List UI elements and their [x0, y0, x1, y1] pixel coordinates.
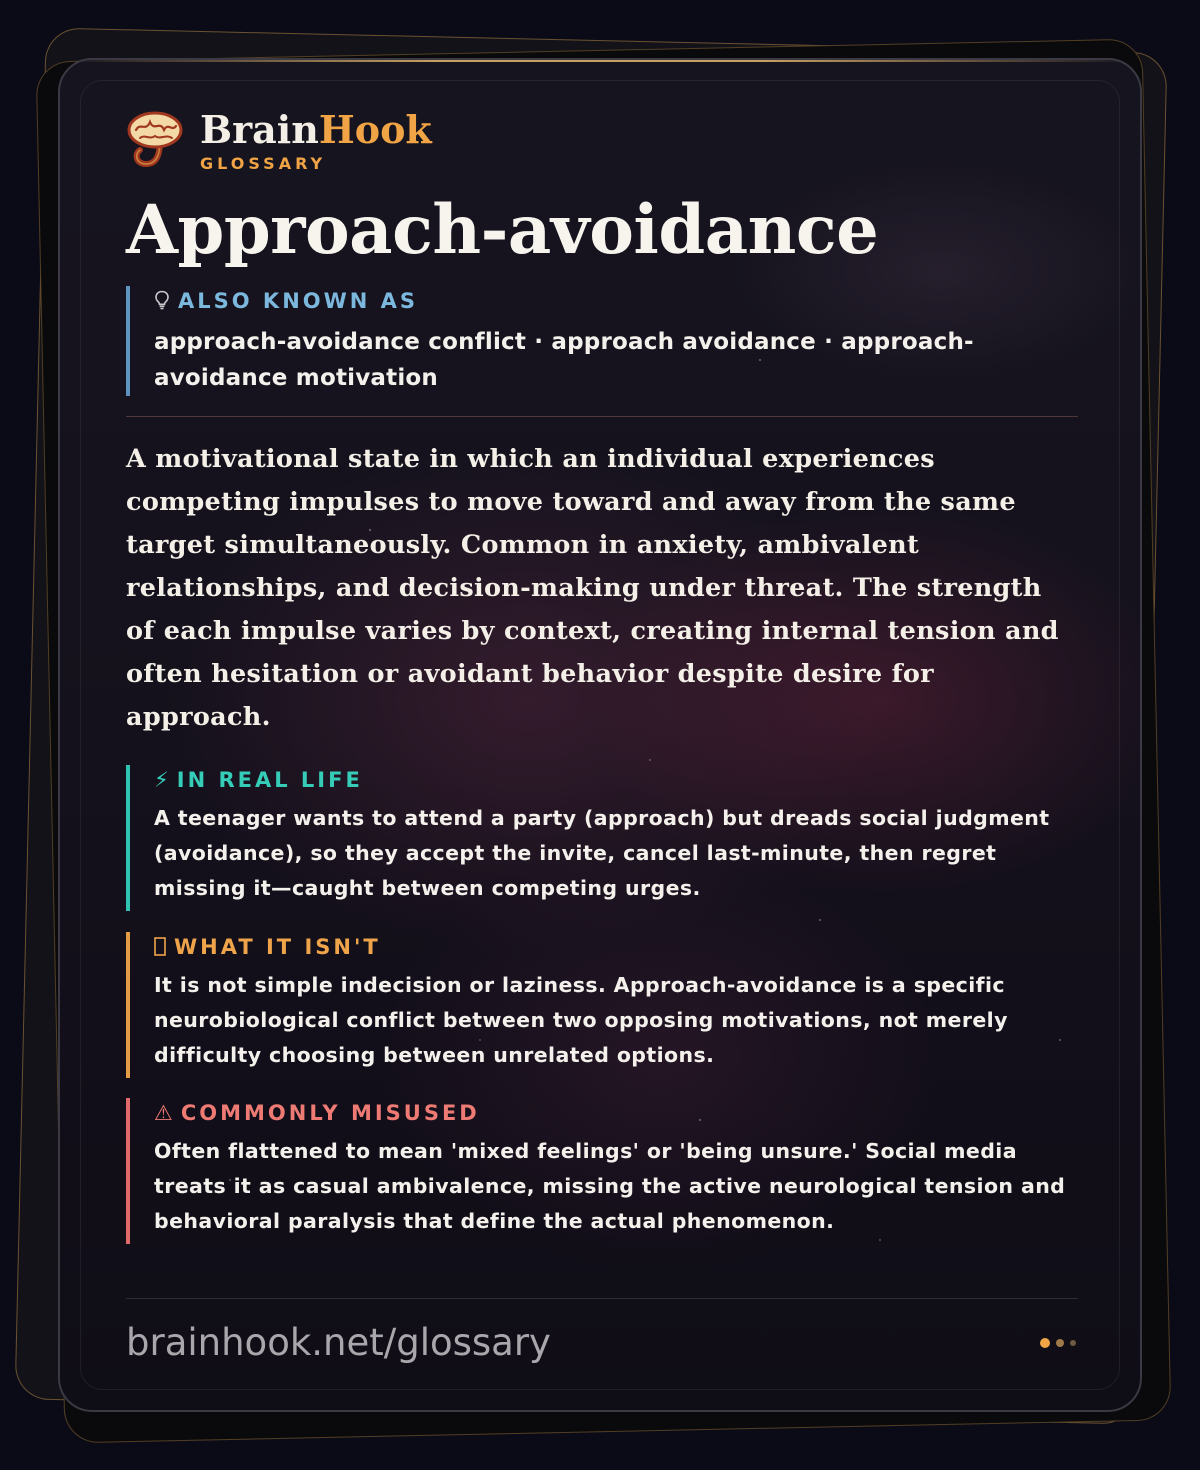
- brain-hook-logo-icon: [126, 110, 184, 168]
- warning-icon: ⚠: [154, 1101, 173, 1125]
- footer-divider: [126, 1298, 1078, 1299]
- aka-text: approach-avoidance conflict · approach avoidance · approach-avoidance motivation: [154, 329, 974, 391]
- pagination-dots: [1040, 1337, 1080, 1349]
- commonly-misused-heading: COMMONLY MISUSED: [180, 1101, 480, 1125]
- definition-text: A motivational state in which an individual experiences competing impulses to move toward and away from the same target simultaneously. Common in anxiety, ambivalent relationships, and decision-making under threat. The strength of each impulse varies by context, creating internal tension and often hesitation or avoidant behavior despite desire for approach.: [126, 444, 1059, 732]
- what-it-isnt-heading: WHAT IT ISN'T: [174, 935, 381, 959]
- missing-glyph-icon: [154, 932, 166, 962]
- brand-name: BrainHook: [200, 107, 432, 152]
- term-title: Approach-avoidance: [126, 190, 879, 269]
- dot: [1056, 1339, 1064, 1347]
- footer-url[interactable]: brainhook.net/glossary: [126, 1321, 551, 1364]
- aka-heading: ALSO KNOWN AS: [178, 289, 419, 313]
- what-it-isnt-section: [126, 932, 1078, 1078]
- in-real-life-heading: IN REAL LIFE: [176, 768, 363, 792]
- what-it-isnt-text: It is not simple indecision or laziness. Approach-avoidance is a specific neurobiological conflict between two opposing motivations, not merely difficulty choosing between unrelated options.: [154, 973, 1008, 1067]
- dot: [1070, 1340, 1076, 1346]
- glossary-card: [58, 58, 1142, 1412]
- dot-active: [1040, 1338, 1050, 1348]
- commonly-misused-text: Often flattened to mean 'mixed feelings' or 'being unsure.' Social media treats it as casual ambivalence, missing the active neurological tension and behavioral paralysis that define the actual phenomenon.: [154, 1139, 1066, 1233]
- in-real-life-section: [126, 765, 1078, 911]
- also-known-as-section: [126, 286, 1078, 396]
- section-divider: [126, 416, 1078, 417]
- brand-subtitle: GLOSSARY: [200, 154, 327, 173]
- lightbulb-icon: [154, 286, 170, 316]
- in-real-life-text: A teenager wants to attend a party (approach) but dreads social judgment (avoidance), so they accept the invite, cancel last-minute, then regret missing it—caught between competing urges.: [154, 806, 1050, 900]
- commonly-misused-section: [126, 1098, 1078, 1244]
- lightning-icon: ⚡: [154, 768, 169, 792]
